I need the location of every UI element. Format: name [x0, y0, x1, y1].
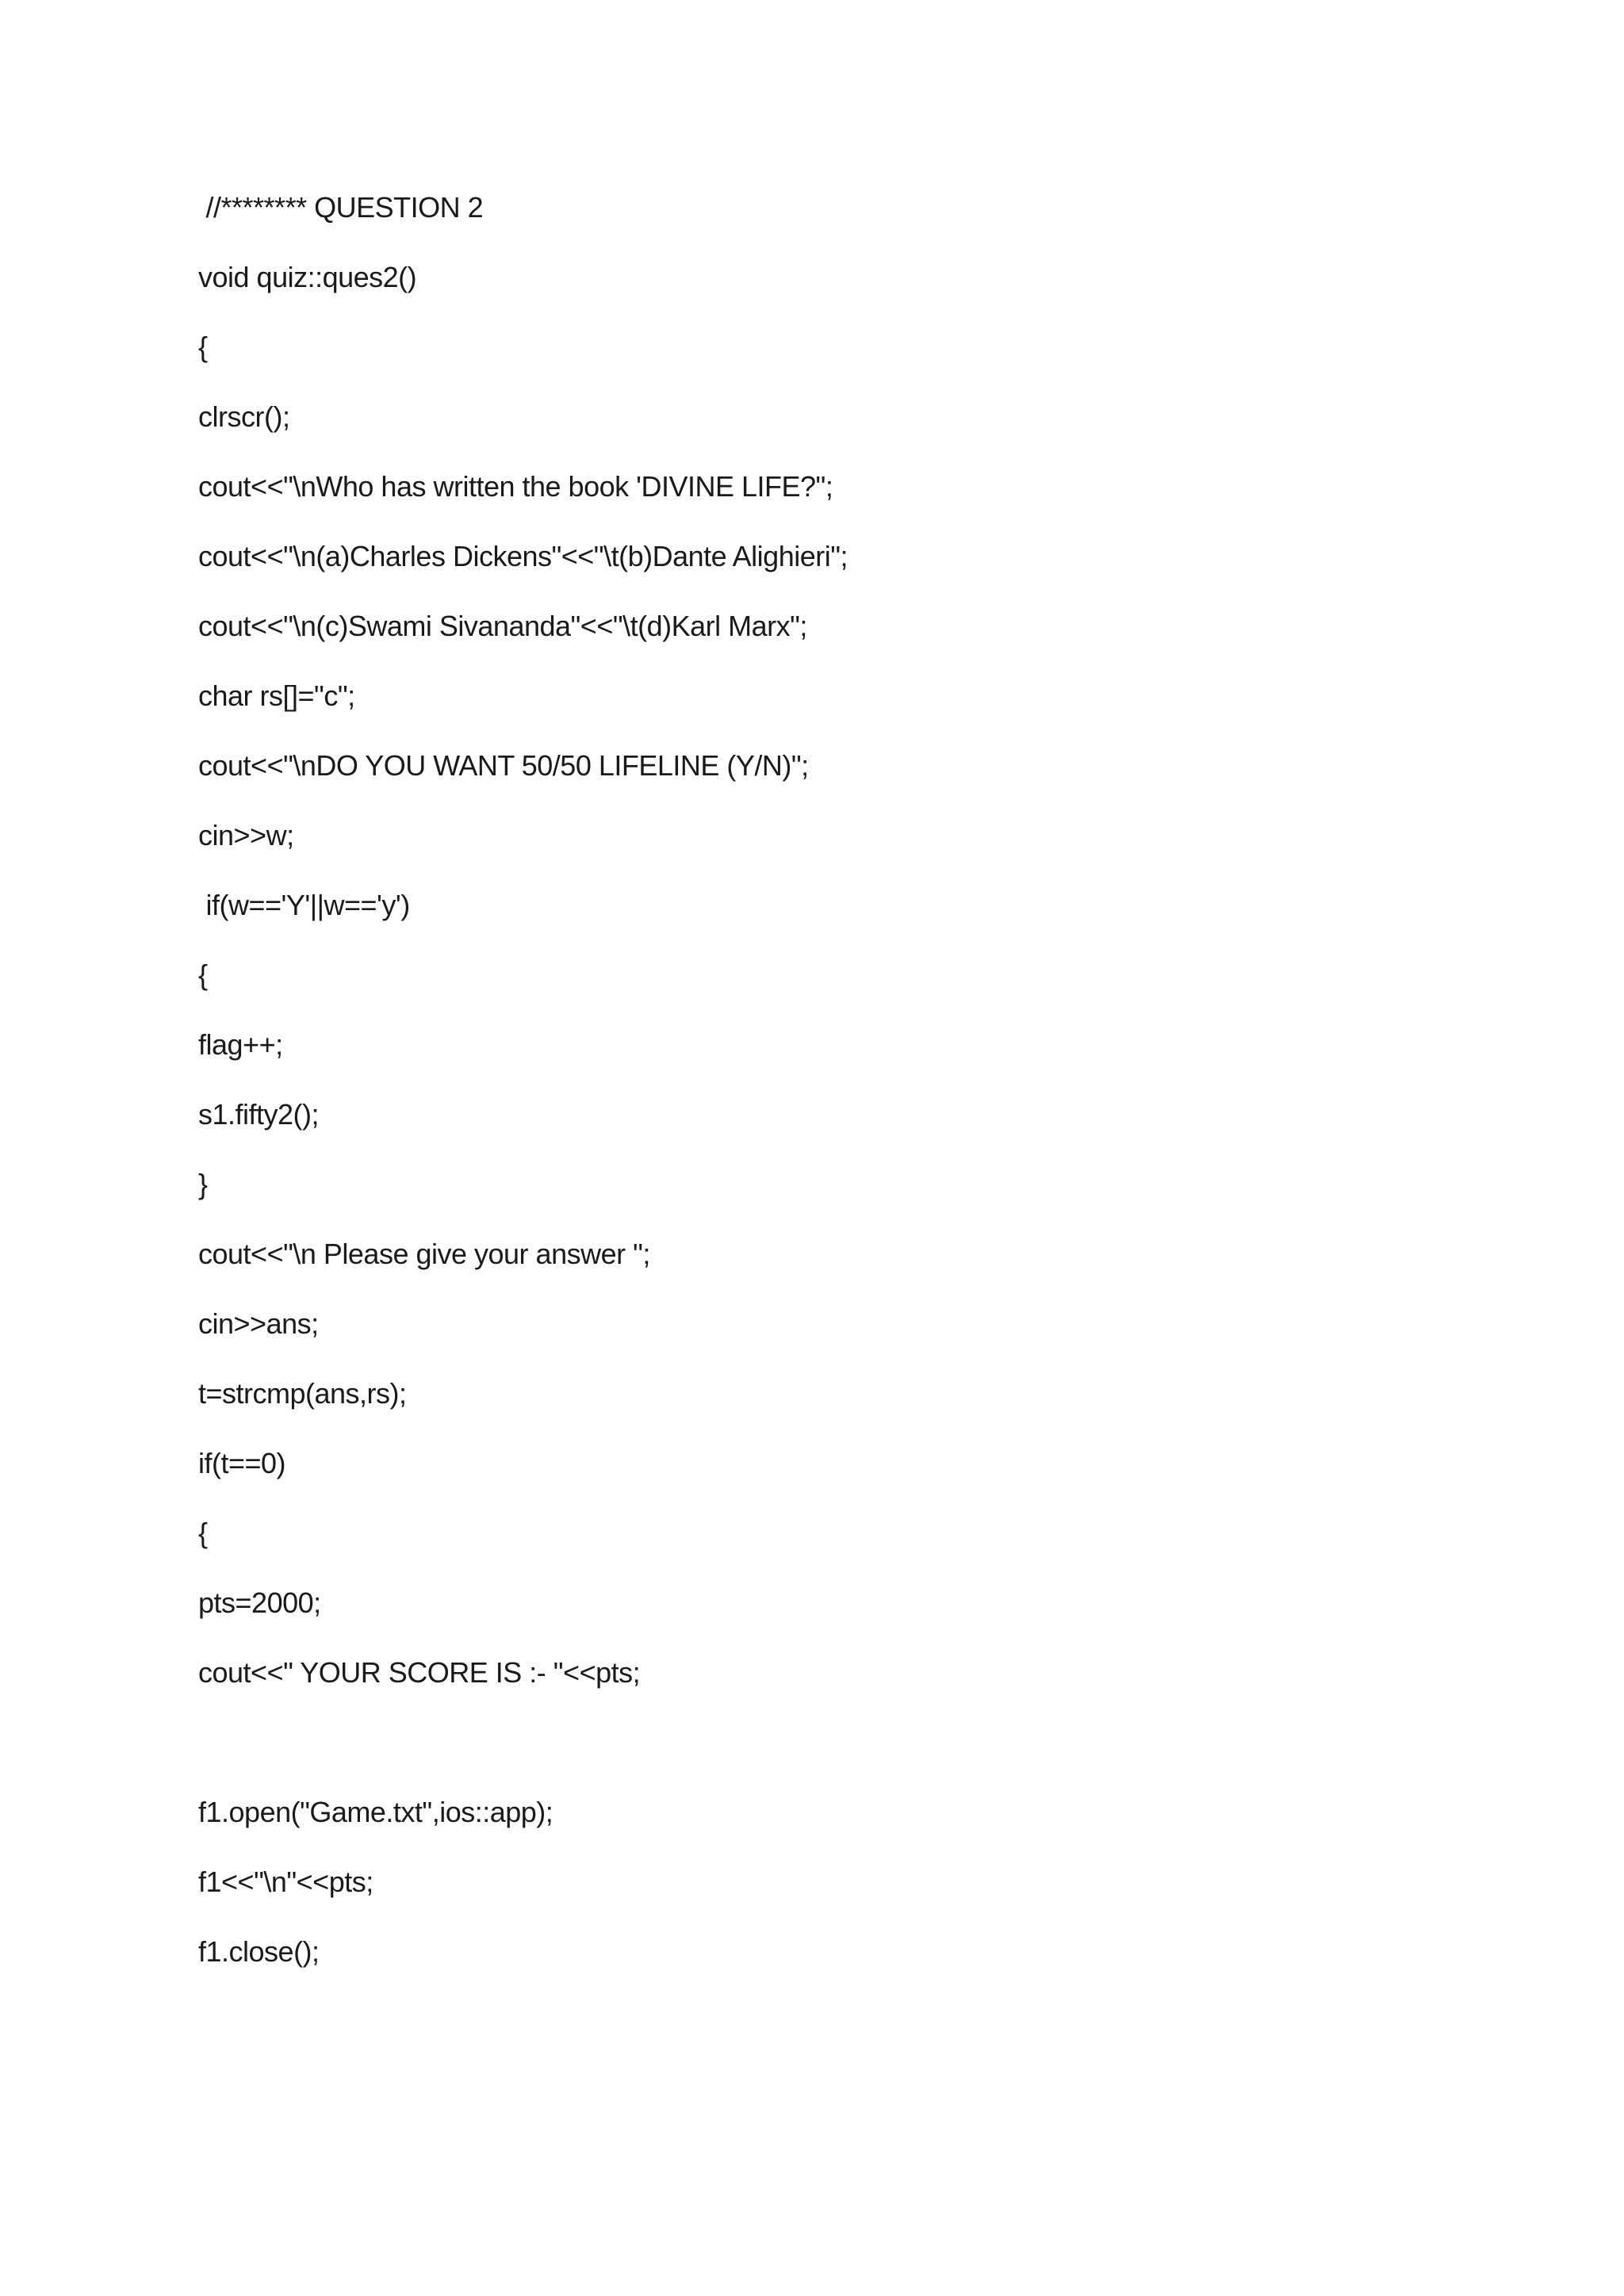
code-line: cout<<" YOUR SCORE IS :- "<<pts; — [198, 1656, 641, 1689]
code-line: cout<<"\nWho has written the book 'DIVINE LIFE?"; — [198, 470, 833, 503]
code-line: clrscr(); — [198, 400, 290, 433]
code-line: t=strcmp(ans,rs); — [198, 1377, 407, 1410]
code-line: flag++; — [198, 1028, 283, 1061]
code-line: { — [198, 331, 208, 363]
code-line: s1.fifty2(); — [198, 1098, 320, 1131]
code-line: cout<<"\n(c)Swami Sivananda"<<"\t(d)Karl Marx"; — [198, 610, 807, 642]
code-line: cout<<"\nDO YOU WANT 50/50 LIFELINE (Y/N)"; — [198, 749, 809, 782]
code-line: cin>>ans; — [198, 1307, 319, 1340]
code-line: } — [198, 1168, 208, 1200]
code-line: pts=2000; — [198, 1586, 321, 1619]
code-line: if(t==0) — [198, 1447, 286, 1479]
code-line: { — [198, 1517, 208, 1549]
code-line: f1.close(); — [198, 1935, 320, 1968]
code-line: void quiz::ques2() — [198, 261, 417, 293]
code-line: if(w=='Y'||w=='y') — [198, 889, 410, 921]
code-line: //******** QUESTION 2 — [198, 191, 484, 224]
code-line: cout<<"\n Please give your answer "; — [198, 1238, 650, 1270]
code-line: f1<<"\n"<<pts; — [198, 1866, 373, 1898]
code-line: cout<<"\n(a)Charles Dickens"<<"\t(b)Dante Alighieri"; — [198, 540, 848, 572]
code-line: { — [198, 959, 208, 991]
code-line: f1.open("Game.txt",ios::app); — [198, 1796, 553, 1828]
code-listing — [198, 190, 1388, 2004]
blank-line — [198, 1725, 1388, 1795]
code-line: cin>>w; — [198, 819, 294, 851]
code-line: char rs[]="c"; — [198, 679, 355, 712]
